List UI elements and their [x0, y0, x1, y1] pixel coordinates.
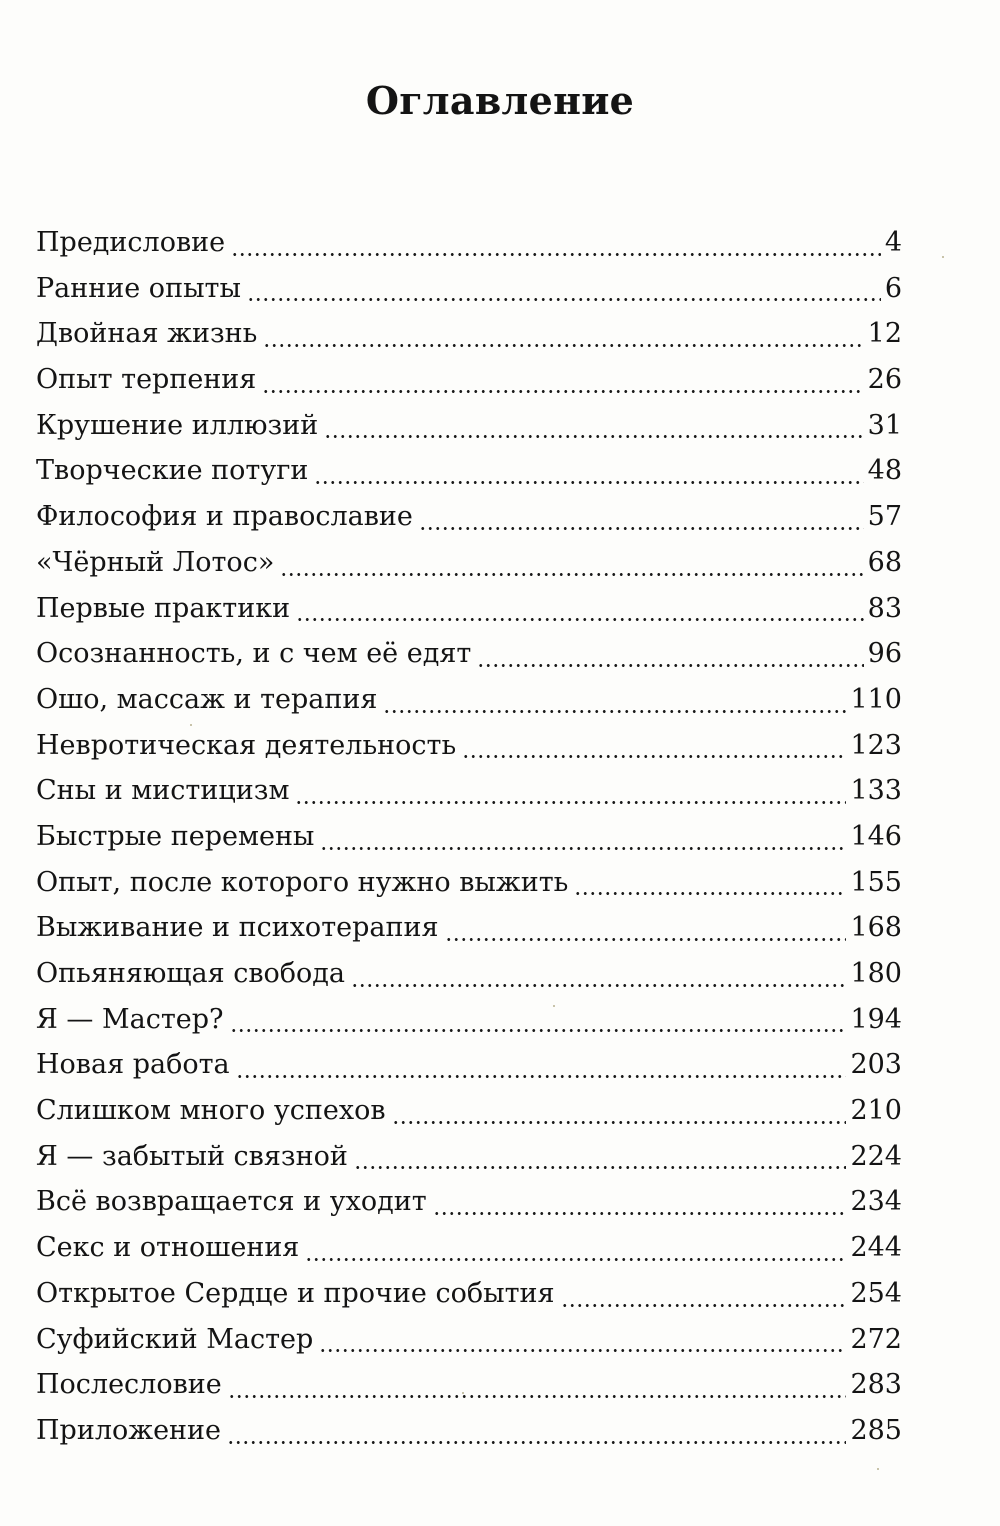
- toc-entry-title: Двойная жизнь: [36, 318, 258, 350]
- toc-entry-title: Ранние опыты: [36, 272, 241, 304]
- dot-leader: [574, 876, 846, 896]
- toc-entry: [36, 814, 902, 860]
- toc-entry-title: Опыт терпения: [36, 364, 257, 396]
- toc-entry-title: Суфийский Мастер: [36, 1323, 314, 1355]
- toc-entry: [36, 494, 902, 540]
- toc-entry: [36, 1362, 902, 1408]
- toc-entry-title: Осознанность, и с чем её едят: [36, 638, 472, 670]
- toc-entry-title: Невротическая деятельность: [36, 729, 457, 761]
- toc-entry-title: Я — Мастер?: [36, 1003, 224, 1035]
- toc-entry-title: Ошо, массаж и терапия: [36, 683, 378, 715]
- toc-entry-page-number: 285: [850, 1414, 902, 1446]
- toc-entry-title: Я — забытый связной: [36, 1140, 348, 1172]
- dot-leader: [228, 1379, 847, 1399]
- toc-entry: [36, 1225, 902, 1271]
- toc-entry: [36, 860, 902, 906]
- toc-entry-title: Предисловие: [36, 227, 226, 258]
- toc-entry-title: Творческие потуги: [36, 455, 309, 487]
- toc-entry: [36, 1042, 902, 1088]
- dot-leader: [319, 1333, 846, 1353]
- dot-leader: [314, 465, 863, 485]
- toc-entry-page-number: 146: [850, 820, 902, 852]
- toc-entry: [36, 540, 902, 586]
- toc-entry: [36, 997, 902, 1043]
- toc-entry-title: Быстрые перемены: [36, 820, 315, 852]
- toc-entry-title: Секс и отношения: [36, 1232, 300, 1264]
- paper-speck: [877, 1468, 879, 1470]
- dot-leader: [295, 785, 846, 805]
- dot-leader: [324, 419, 863, 439]
- page-title: Оглавление: [365, 78, 635, 123]
- toc-entry: [36, 677, 902, 723]
- dot-leader: [296, 602, 864, 622]
- dot-leader: [392, 1105, 847, 1125]
- dot-leader: [227, 1425, 846, 1445]
- dot-leader: [247, 282, 881, 302]
- toc-entry-page-number: 83: [867, 592, 902, 624]
- toc-entry: [36, 1134, 902, 1180]
- dot-leader: [383, 694, 846, 714]
- toc-entry-page-number: 155: [850, 866, 902, 898]
- toc-entry-page-number: 48: [867, 455, 902, 487]
- dot-leader: [305, 1242, 846, 1262]
- dot-leader: [354, 1150, 847, 1170]
- paper-speck: [553, 1005, 555, 1007]
- dot-leader: [262, 374, 863, 394]
- toc-entry-page-number: 168: [850, 912, 902, 944]
- toc-entry: [36, 586, 902, 632]
- toc-entry-page-number: 203: [850, 1049, 902, 1081]
- toc-entry-page-number: 133: [850, 775, 902, 807]
- dot-leader: [230, 1013, 847, 1033]
- toc-entry-page-number: 4: [884, 227, 902, 258]
- dot-leader: [419, 511, 864, 531]
- dot-leader: [236, 1059, 847, 1079]
- dot-leader: [280, 557, 863, 577]
- toc-entry-title: «Чёрный Лотос»: [36, 546, 275, 578]
- toc-entry-title: Новая работа: [36, 1049, 230, 1081]
- toc-entry-page-number: 123: [850, 729, 902, 761]
- toc-entry-title: Приложение: [36, 1414, 222, 1446]
- toc-entry: [36, 357, 902, 403]
- toc-entry: [36, 1271, 902, 1317]
- toc-entry-page-number: 6: [884, 272, 902, 304]
- toc-entry-title: Философия и православие: [36, 501, 413, 533]
- toc-entry-title: Крушение иллюзий: [36, 409, 319, 441]
- toc-entry: [36, 768, 902, 814]
- toc-entry-page-number: 234: [850, 1186, 902, 1218]
- dot-leader: [477, 648, 863, 668]
- toc-entry-title: Послесловие: [36, 1369, 222, 1401]
- toc-entry-title: Сны и мистицизм: [36, 775, 290, 807]
- toc-entry-page-number: 68: [867, 546, 902, 578]
- toc-entry-title: Открытое Сердце и прочие события: [36, 1277, 555, 1309]
- toc-entry-page-number: 26: [867, 364, 902, 396]
- toc-entry-page-number: 272: [850, 1323, 902, 1355]
- toc-entry-title: Опыт, после которого нужно выжить: [36, 866, 569, 898]
- paper-speck: [462, 1392, 464, 1394]
- toc-entry-page-number: 180: [850, 958, 902, 989]
- toc-entry: [36, 1408, 902, 1454]
- toc-entry: [36, 1088, 902, 1134]
- toc-entry: [36, 1317, 902, 1363]
- toc-entry-page-number: 110: [850, 683, 902, 715]
- dot-leader: [320, 831, 846, 851]
- toc-entry: [36, 723, 902, 769]
- toc-entry: [36, 311, 902, 357]
- toc-entry-title: Слишком много успехов: [36, 1095, 386, 1127]
- dot-leader: [231, 237, 881, 257]
- toc-entry-title: Всё возвращается и уходит: [36, 1186, 427, 1218]
- toc-entry: [36, 220, 902, 266]
- dot-leader: [561, 1288, 847, 1308]
- dot-leader: [433, 1196, 847, 1216]
- toc-entry-title: Выживание и психотерапия: [36, 912, 439, 944]
- dot-leader: [462, 739, 846, 759]
- paper-speck: [942, 256, 944, 258]
- toc-entry-page-number: 244: [850, 1232, 902, 1264]
- toc-entry-title: Первые практики: [36, 592, 291, 624]
- dot-leader: [445, 922, 847, 942]
- toc-entry-page-number: 224: [850, 1140, 902, 1172]
- paper-speck: [190, 724, 192, 726]
- dot-leader: [351, 968, 846, 988]
- toc-entry-page-number: 210: [850, 1095, 902, 1127]
- toc-entry: [36, 631, 902, 677]
- toc-entry: [36, 951, 902, 997]
- toc-entry-page-number: 12: [867, 318, 902, 350]
- toc-entry-title: Опьяняющая свобода: [36, 958, 346, 989]
- toc-entry-page-number: 57: [867, 501, 902, 533]
- toc-entry: [36, 1179, 902, 1225]
- toc-entry: [36, 905, 902, 951]
- dot-leader: [263, 328, 863, 348]
- toc-entry-page-number: 194: [850, 1003, 902, 1035]
- toc-entry: [36, 403, 902, 449]
- toc-entry: [36, 448, 902, 494]
- toc-entry-page-number: 96: [867, 638, 902, 670]
- toc-entry: [36, 266, 902, 312]
- toc-entry-page-number: 31: [867, 409, 902, 441]
- toc-entry-page-number: 283: [850, 1369, 902, 1401]
- toc-entry-page-number: 254: [850, 1277, 902, 1309]
- table-of-contents: [36, 220, 902, 1454]
